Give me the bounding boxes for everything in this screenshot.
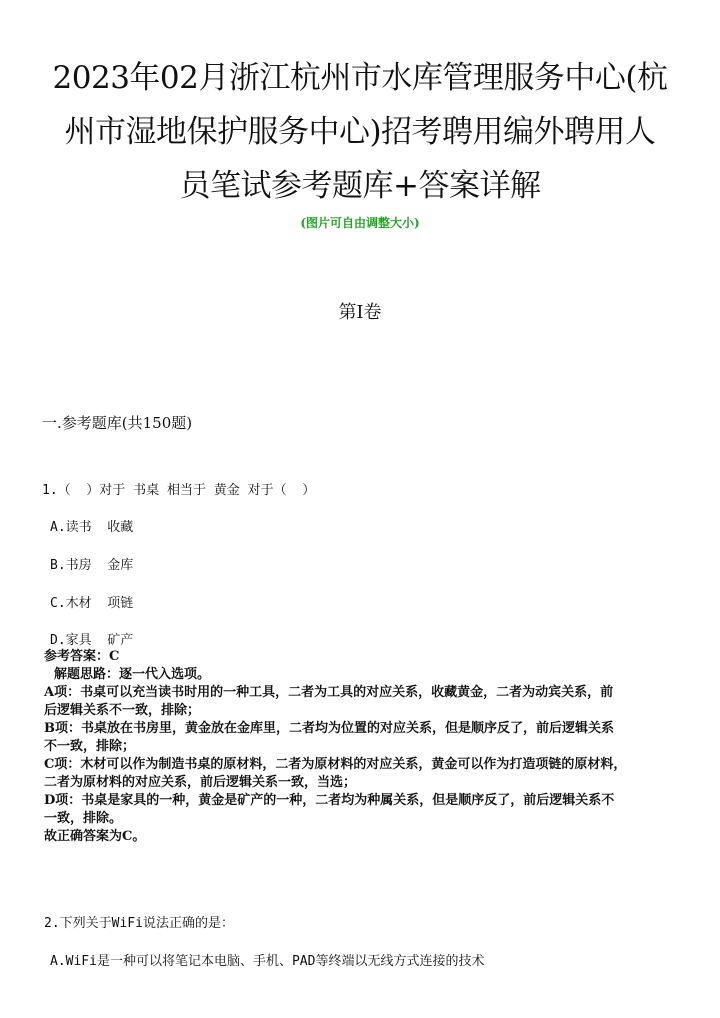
title-line-2: 州市湿地保护服务中心)招考聘用编外聘用人 xyxy=(64,114,656,150)
analysis-line-6: C项：木材可以作为制造书桌的原材料，二者为原材料的对应关系，黄金可以作为打造项链的原材料， xyxy=(44,757,627,772)
question-2-stem: 2.下列关于WiFi说法正确的是： xyxy=(44,916,234,931)
analysis-line-9: 一致，排除。 xyxy=(44,811,123,826)
answer-label: 参考答案：C xyxy=(44,649,120,664)
title-line-3: 员笔试参考题库+答案详解 xyxy=(179,168,541,204)
title-line-1: 2023年02月浙江杭州市水库管理服务中心(杭 xyxy=(52,60,668,96)
question-1-option-b: B.书房 金库 xyxy=(50,558,134,573)
image-resize-note: (图片可自由调整大小) xyxy=(300,216,420,230)
analysis-line-8: D项：书桌是家具的一种，黄金是矿产的一种，二者均为种属关系，但是顺序反了，前后逻辑关系不 xyxy=(44,793,615,808)
analysis-line-4: B项：书桌放在书房里，黄金放在金库里，二者均为位置的对应关系，但是顺序反了，前后逻辑关系 xyxy=(44,721,614,736)
analysis-line-2: A项：书桌可以充当读书时用的一种工具，二者为工具的对应关系，收藏黄金，二者为动宾关系，前 xyxy=(44,685,614,700)
analysis-line-10: 故正确答案为C。 xyxy=(44,829,146,844)
analysis-line-3: 后逻辑关系不一致，排除； xyxy=(44,703,201,718)
analysis-line-7: 二者为原材料的对应关系，前后逻辑关系一致，当选； xyxy=(44,775,357,790)
section-heading: 一.参考题库(共150题) xyxy=(42,414,193,432)
question-1-answer-block xyxy=(44,648,684,846)
question-1-option-d: D.家具 矿产 xyxy=(50,633,134,648)
question-1-stem: 1.（ ）对于 书桌 相当于 黄金 对于（ ） xyxy=(42,483,316,498)
question-2-option-a: A.WiFi是一种可以将笔记本电脑、手机、PAD等终端以无线方式连接的技术 xyxy=(50,954,485,969)
question-1-option-c: C.木材 项链 xyxy=(50,596,134,611)
analysis-line-1: 解题思路：逐一代入选项。 xyxy=(54,667,211,682)
analysis-line-5: 不一致，排除； xyxy=(44,739,136,754)
question-1-option-a: A.读书 收藏 xyxy=(50,520,134,535)
volume-heading: 第I卷 xyxy=(338,302,382,323)
